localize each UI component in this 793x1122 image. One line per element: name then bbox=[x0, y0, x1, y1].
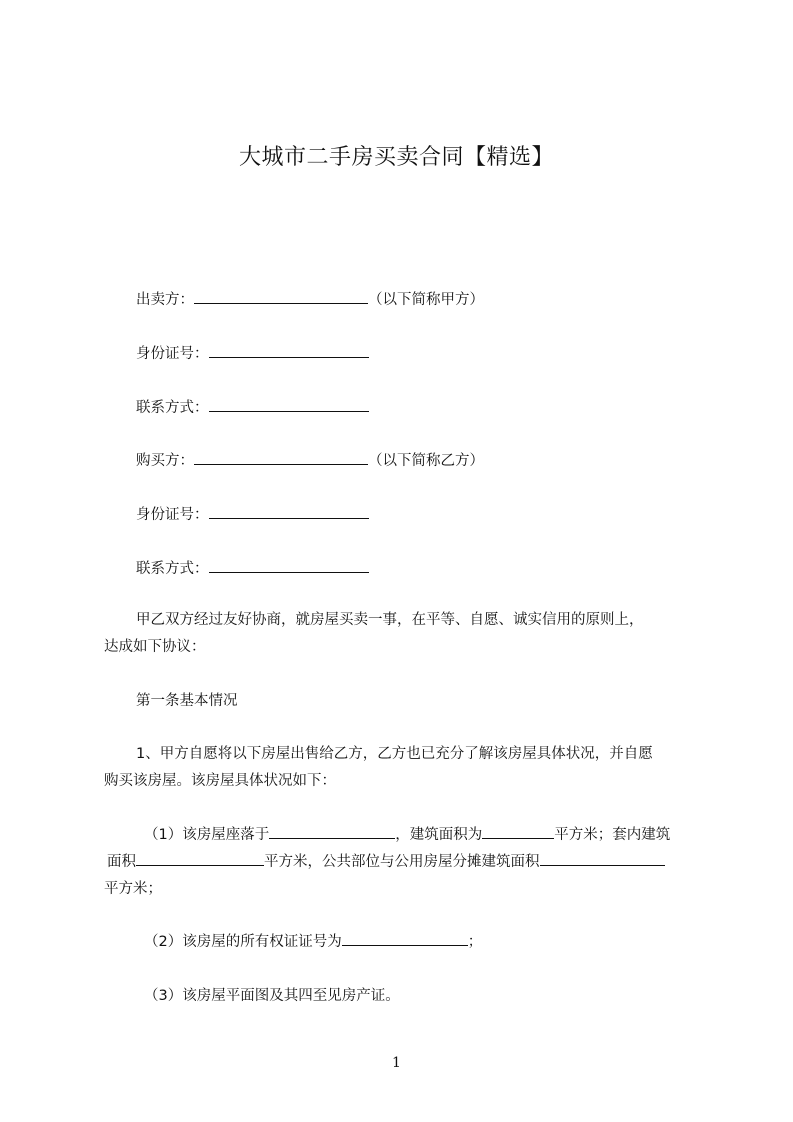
item2-cert-label: （2）该房屋的所有权证证号为 bbox=[144, 934, 342, 950]
clause1-line2: 购买该房屋。该房屋具体状况如下： bbox=[104, 773, 336, 789]
buyer-contact-blank bbox=[209, 558, 369, 573]
item2-end: ； bbox=[467, 934, 483, 950]
item1-area-label: ，建筑面积为 bbox=[395, 827, 483, 843]
seller-contact-label: 联系方式： bbox=[136, 400, 209, 416]
item1-line2 bbox=[104, 849, 717, 876]
buyer-label: 购买方： bbox=[136, 453, 194, 469]
item1-inner-area-blank bbox=[136, 851, 264, 866]
buyer-id-line bbox=[104, 502, 746, 529]
seller-id-line bbox=[104, 341, 746, 368]
item1-line3: 平方米； bbox=[104, 881, 162, 897]
item1-shared-label: 平方米，公共部位与公用房屋分摊建筑面积 bbox=[264, 854, 540, 870]
item3-line: （3）该房屋平面图及其四至见房产证。 bbox=[144, 988, 400, 1004]
buyer-name-blank bbox=[194, 450, 368, 465]
item2-line bbox=[104, 929, 754, 956]
page-number: 1 bbox=[392, 1055, 401, 1071]
item1-area-blank bbox=[482, 824, 554, 839]
buyer-suffix: （以下简称乙方） bbox=[368, 453, 484, 469]
seller-suffix: （以下简称甲方） bbox=[368, 292, 484, 308]
buyer-line bbox=[104, 448, 746, 475]
buyer-contact-line bbox=[104, 556, 746, 583]
intro-paragraph-line2: 达成如下协议： bbox=[104, 639, 206, 655]
seller-line bbox=[104, 287, 746, 314]
document-title: 大城市二手房买卖合同【精选】 bbox=[238, 145, 554, 170]
item1-inner-area-label: 面积 bbox=[107, 854, 136, 870]
item1-location-label: （1）该房屋座落于 bbox=[144, 827, 270, 843]
item1-location-blank bbox=[269, 824, 395, 839]
buyer-contact-label: 联系方式： bbox=[136, 561, 209, 577]
item1-inner-label: 平方米；套内建筑 bbox=[554, 827, 671, 843]
buyer-id-label: 身份证号： bbox=[136, 507, 209, 523]
item2-cert-blank bbox=[342, 931, 468, 946]
article1-heading: 第一条基本情况 bbox=[136, 693, 238, 709]
seller-label: 出卖方： bbox=[136, 292, 194, 308]
buyer-id-blank bbox=[209, 504, 369, 519]
seller-contact-blank bbox=[209, 397, 369, 412]
seller-id-blank bbox=[209, 343, 369, 358]
item1-line1 bbox=[104, 822, 754, 849]
seller-name-blank bbox=[194, 289, 368, 304]
intro-paragraph-line1: 甲乙双方经过友好协商，就房屋买卖一事，在平等、自愿、诚实信用的原则上， bbox=[136, 612, 644, 628]
seller-id-label: 身份证号： bbox=[136, 346, 209, 362]
clause1-line1: 1、甲方自愿将以下房屋出售给乙方，乙方也已充分了解该房屋具体状况，并自愿 bbox=[136, 746, 653, 762]
item1-shared-area-blank bbox=[540, 851, 665, 866]
seller-contact-line bbox=[104, 395, 746, 422]
